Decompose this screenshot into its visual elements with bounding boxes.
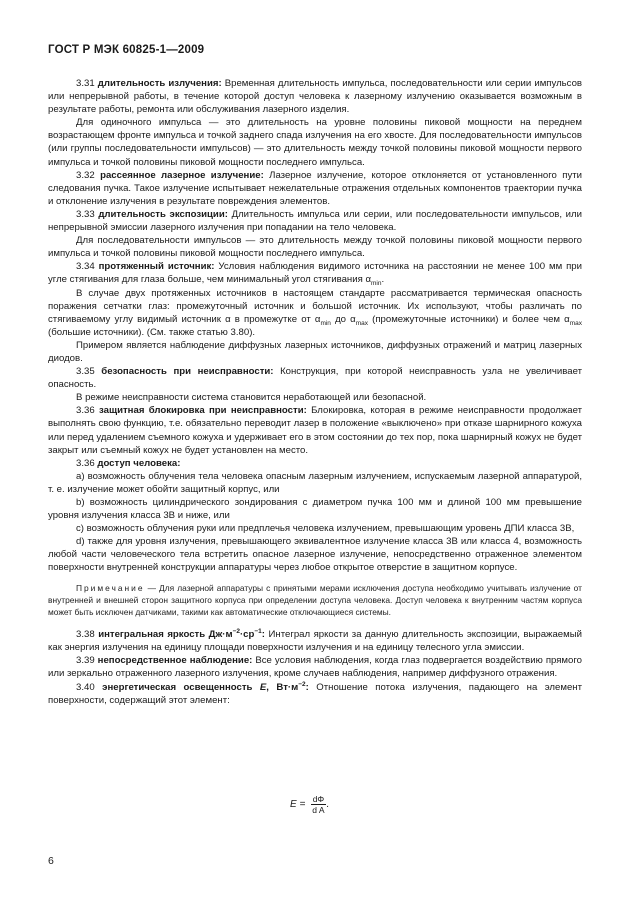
paragraph-3-34 — [48, 260, 582, 286]
superscript: −2 — [232, 627, 240, 635]
term-text: , Вт·м — [266, 681, 299, 693]
alpha-symbol: α — [350, 313, 356, 325]
term-text: ·ср — [239, 629, 255, 641]
term-text: интегральная яркость Дж·м — [98, 629, 233, 641]
document-header: ГОСТ Р МЭК 60825-1—2009 — [48, 44, 205, 56]
clause-number: 3.32 — [76, 169, 95, 181]
page-number: 6 — [48, 855, 54, 867]
note — [48, 582, 582, 619]
paragraph-3-31 — [48, 77, 582, 116]
fraction-denominator: d A — [312, 805, 325, 815]
text: (промежуточные источники) и более чем — [367, 313, 565, 325]
definition: Лазерное излучение, которое отклоняется от установленного пути следования пучка. Такое излучение испытывает нежелательные отражения отдельных компонентов траектории пучка и отклонение излучения в результате повреждения элементов. — [48, 169, 583, 207]
term: защитная блокировка при неисправности: — [99, 405, 307, 417]
paragraph-3-37 — [48, 457, 582, 470]
definition: Все условия наблюдения, когда глаз подвергается воздействию прямого или зеркально отраженного лазерного излучения, кроме случаев наблюдения, например диффузного отражения. — [48, 655, 582, 680]
fraction-numerator: dΦ — [312, 794, 325, 804]
clause-number: 3.40 — [76, 681, 95, 693]
clause-number: 3.35 — [76, 366, 95, 378]
subscript: max — [355, 319, 368, 327]
term: длительность излучения: — [97, 78, 222, 89]
superscript: −1 — [254, 627, 262, 635]
term-text: энергетическая освещенность — [102, 681, 260, 693]
symbol: E — [259, 681, 267, 693]
superscript: −2 — [298, 680, 306, 688]
paragraph-3-32 — [48, 169, 582, 208]
clause-number: 3.36 — [76, 405, 95, 417]
paragraph-3-35 — [48, 365, 582, 391]
clause-number: 3.31 — [76, 78, 95, 89]
paragraph: Для последовательности импульсов — это длительность между точкой половины пиковой мощности первого импульса и точкой половины пиковой мощности последнего импульса. — [48, 235, 582, 260]
text: (большие источники). (См. также статью 3.80). — [48, 326, 256, 338]
paragraph: Для одиночного импульса — это длительность на уровне половины пиковой мощности на переднем возрастающем фронте импульса и точкой заднего спада излучения на его хвосте. Для последовательности импульсов (или группы последовательности импульсов) — это длительность между точкой половины пиковой мощности первого импульса и точкой половины пиковой мощности последнего импульса. — [48, 117, 582, 168]
paragraph-3-33 — [48, 208, 582, 234]
definition: Конструкция, при которой неисправность узла не увеличивает опасность. — [48, 366, 583, 391]
list-item-d: d) также для уровня излучения, превышающего эквивалентное излучение класса 3В или класса 4, возможность любой части человеческого тела встретить опасное лазерное излучение, непосредственно отраженное элементом поверхности внутренней конструкции аппаратуры через любое открытое отверстие в защитном корпусе. — [48, 536, 582, 574]
term: рассеянное лазерное излучение: — [100, 169, 264, 181]
text: до — [330, 313, 351, 325]
term: безопасность при неисправности: — [101, 366, 274, 378]
paragraph-3-38 — [48, 628, 582, 654]
note-label: Примечание — [76, 582, 145, 593]
definition: Интеграл яркости за данную длительность экспозиции, выражаемый как энергия излучения на единицу площади поверхности излучения и на единицу телесного угла эмиссии. — [48, 629, 582, 654]
paragraph — [48, 287, 582, 339]
paragraph-3-39 — [48, 654, 582, 680]
formula-lhs: E = — [290, 799, 306, 810]
clause-number: 3.39 — [76, 655, 95, 667]
term — [102, 682, 309, 693]
definition: Отношение потока излучения, падающего на элемент поверхности, содержащий этот элемент: — [48, 681, 582, 706]
paragraph-3-40 — [48, 681, 582, 707]
document-body — [48, 77, 582, 707]
clause-number: 3.36 — [76, 457, 95, 469]
alpha-symbol: α — [314, 313, 321, 325]
term: непосредственное наблюдение: — [97, 655, 253, 667]
definition: Длительность импульса или серии, или последовательности импульсов, или непрерывной эмиссии лазерного излучения при попадании на тело человека. — [48, 208, 582, 234]
term — [98, 629, 265, 640]
paragraph: В режиме неисправности система становится неработающей или безопасной. — [76, 392, 427, 404]
list-item-b: b) возможность цилиндрического зондирования с диаметром пучка 100 мм и длиной 100 мм превышение уровня излучения класса 3В и ниже, или — [48, 497, 582, 522]
clause-number: 3.38 — [76, 629, 95, 641]
subscript: max — [569, 319, 582, 327]
alpha-symbol: α — [365, 274, 371, 286]
subscript: min — [370, 280, 382, 288]
formula-irradiance — [290, 794, 329, 815]
subscript: min — [320, 319, 331, 327]
list-item-c: c) возможность облучения руки или предплечья человека излучением, превышающим уровень ДПИ класса 3В, — [76, 523, 575, 535]
punct: : — [305, 681, 309, 693]
text: В случае двух протяженных источников в настоящем стандарте рассматривается термическая опасность поражения сетчатки глаз: промежуточный источник и большой источник. Их используют, чтобы различать по стягиваемому углу видимый источник α в промежутке от — [48, 287, 582, 325]
paragraph-3-36 — [48, 404, 582, 456]
formula-end: . — [326, 799, 330, 810]
definition: Условия наблюдения видимого источника на расстоянии не менее 100 мм при угле стягивания для глаза больше, чем минимальный угол стягивания — [48, 261, 582, 286]
clause-number: 3.33 — [76, 208, 95, 220]
note-text: — Для лазерной аппаратуры с принятыми мерами исключения доступа необходимо учитывать излучение от внутренней и внешней сторон защитного корпуса при определении доступа человека. Доступ человека к внутренним частям корпуса может быть исключен датчиками, такими как автоматические отключающиеся системы. — [48, 582, 582, 617]
term: протяженный источник: — [98, 261, 215, 273]
definition: Временная длительность импульса, последовательности или серии импульсов или непрерывной работы, в течение которой доступ человека к лазерному излучению оказывается возможным в результате работы, ремонта или обслуживания лазерного изделия. — [48, 78, 583, 116]
paragraph: Примером является наблюдение диффузных лазерных источников, диффузных отражений и матриц лазерных диодов. — [48, 339, 582, 364]
definition: Блокировка, которая в режиме неисправности продолжает выполнять свою функцию, т.е. обязательно переводит лазер в положение «выключено» при отказе шарнирного кожуха или перед удалением съемного кожуха и удерживает его в этом состоянии до тех пор, пока шарнирный кожух не будет закрыт или съемный кожух не будет установлен на место. — [48, 405, 583, 456]
term: длительность экспозиции: — [98, 208, 228, 220]
list-item-a: a) возможность облучения тела человека опасным лазерным излучением, испускаемым лазерной аппаратурой, т. е. излучение может обойти защитный корпус, или — [48, 470, 582, 495]
clause-number: 3.34 — [76, 261, 95, 273]
term: доступ человека: — [97, 457, 181, 469]
punct: . — [381, 274, 385, 286]
fraction — [310, 794, 326, 815]
alpha-symbol: α — [564, 313, 570, 325]
punct: : — [261, 629, 265, 641]
